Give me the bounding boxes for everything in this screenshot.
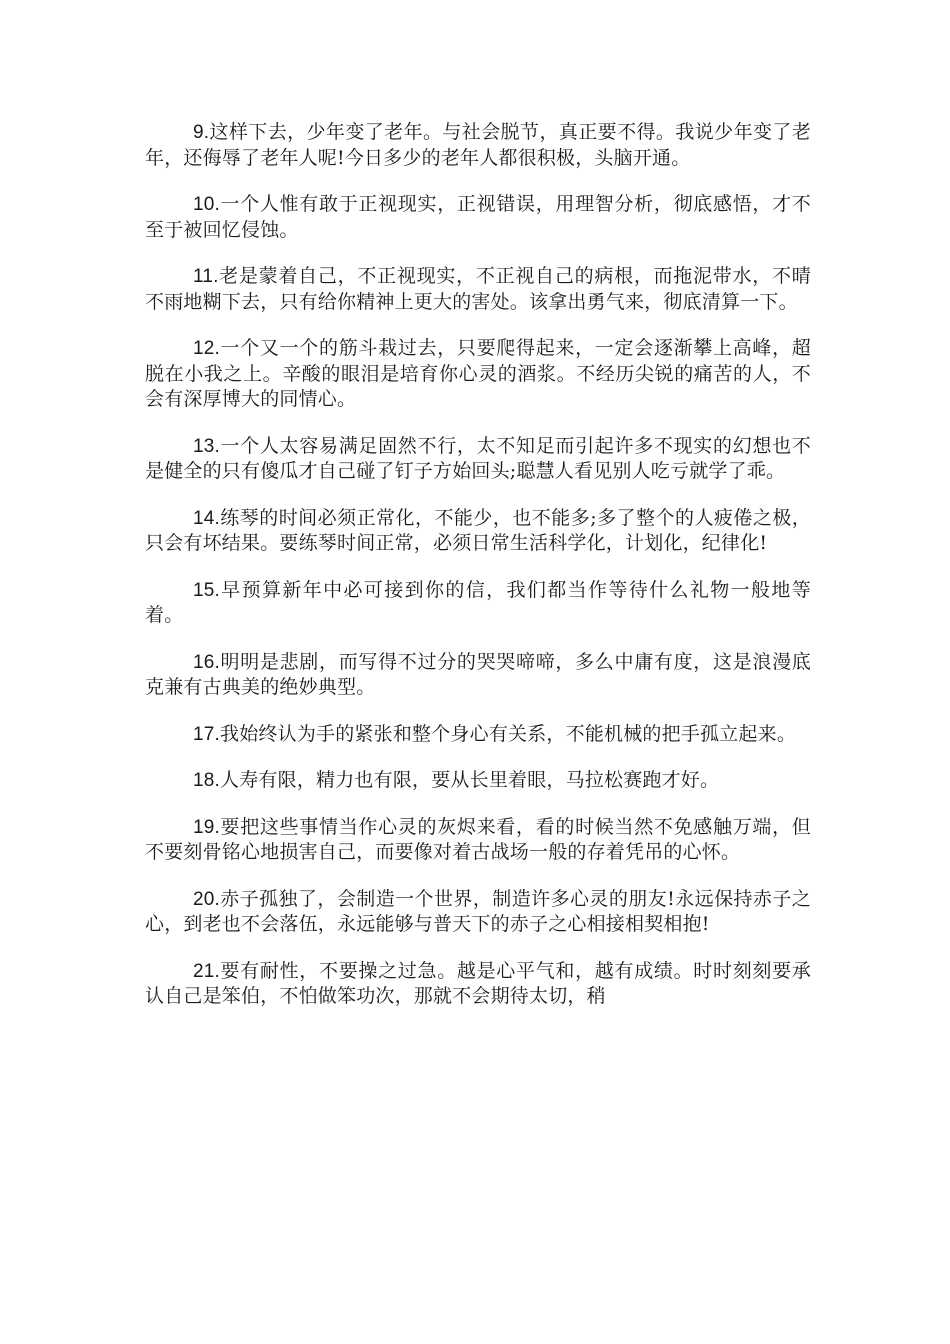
- paragraph-text: 一个人太容易满足固然不行，太不知足而引起许多不现实的幻想也不是健全的只有傻瓜才自己碰了钉子方始回头;聪慧人看见别人吃亏就学了乖。: [145, 434, 811, 482]
- paragraph-text: 我始终认为手的紧张和整个身心有关系，不能机械的把手孤立起来。: [220, 722, 797, 745]
- paragraph-number: 20.: [193, 888, 221, 910]
- paragraph-text: 赤子孤独了，会制造一个世界，制造许多心灵的朋友!永远保持赤子之心，到老也不会落伍，永远能够与普天下的赤子之心相接相契相抱!: [145, 887, 811, 935]
- paragraph-18: [145, 768, 811, 794]
- paragraph-number: 21.: [193, 960, 221, 982]
- paragraph-16: [145, 650, 811, 701]
- paragraph-text: 人寿有限，精力也有限，要从长里着眼，马拉松赛跑才好。: [220, 769, 720, 791]
- paragraph-text: 这样下去，少年变了老年。与社会脱节，真正要不得。我说少年变了老年，还侮辱了老年人呢!今日多少的老年人都很积极，头脑开通。: [145, 121, 811, 169]
- paragraph-number: 14.: [193, 507, 221, 529]
- paragraph-text: 一个又一个的筋斗栽过去，只要爬得起来，一定会逐渐攀上高峰，超脱在小我之上。辛酸的眼泪是培育你心灵的酒浆。不经历尖锐的痛苦的人，不会有深厚博大的同情心。: [145, 337, 811, 410]
- paragraph-number: 9.: [193, 122, 210, 143]
- paragraph-12: [145, 336, 811, 413]
- paragraph-number: 10.: [193, 194, 221, 215]
- paragraph-9: [145, 120, 811, 171]
- paragraph-14: [145, 506, 811, 557]
- paragraph-text: 老是蒙着自己，不正视现实，不正视自己的病根，而拖泥带水，不晴不雨地糊下去，只有给你精神上更大的害处。该拿出勇气来，彻底清算一下。: [145, 265, 811, 313]
- paragraph-10: [145, 192, 811, 243]
- paragraph-text: 一个人惟有敢于正视现实，正视错误，用理智分析，彻底感悟，才不至于被回忆侵蚀。: [145, 193, 811, 241]
- paragraph-number: 16.: [193, 651, 221, 673]
- paragraph-13: [145, 434, 811, 485]
- paragraph-text: 练琴的时间必须正常化，不能少，也不能多;多了整个的人疲倦之极，只会有坏结果。要练琴时间正常，必须日常生活科学化，计划化，纪律化!: [145, 506, 811, 554]
- paragraph-number: 18.: [193, 770, 221, 791]
- paragraph-17: [145, 722, 811, 748]
- paragraph-number: 19.: [193, 816, 221, 838]
- paragraph-number: 15.: [193, 579, 221, 601]
- paragraph-text: 明明是悲剧，而写得不过分的哭哭啼啼，多么中庸有度，这是浪漫底克兼有古典美的绝妙典型。: [145, 650, 811, 698]
- paragraph-number: 12.: [193, 338, 221, 359]
- paragraph-number: 13.: [193, 435, 221, 457]
- paragraph-number: 17.: [193, 723, 221, 745]
- paragraph-15: [145, 578, 811, 629]
- paragraph-21: [145, 959, 811, 1010]
- paragraph-number: 11.: [193, 266, 219, 287]
- paragraph-text: 要把这些事情当作心灵的灰烬来看，看的时候当然不免感触万端，但不要刻骨铭心地损害自己，而要像对着古战场一般的存着凭吊的心怀。: [145, 815, 811, 863]
- paragraph-text: 要有耐性，不要操之过急。越是心平气和，越有成绩。时时刻刻要承认自己是笨伯，不怕做笨功次，那就不会期待太切，稍: [145, 959, 811, 1007]
- document-body: [145, 120, 811, 1031]
- paragraph-11: [145, 264, 811, 315]
- paragraph-19: [145, 815, 811, 866]
- paragraph-text: 早预算新年中必可接到你的信，我们都当作等待什么礼物一般地等着。: [145, 578, 811, 626]
- paragraph-20: [145, 887, 811, 938]
